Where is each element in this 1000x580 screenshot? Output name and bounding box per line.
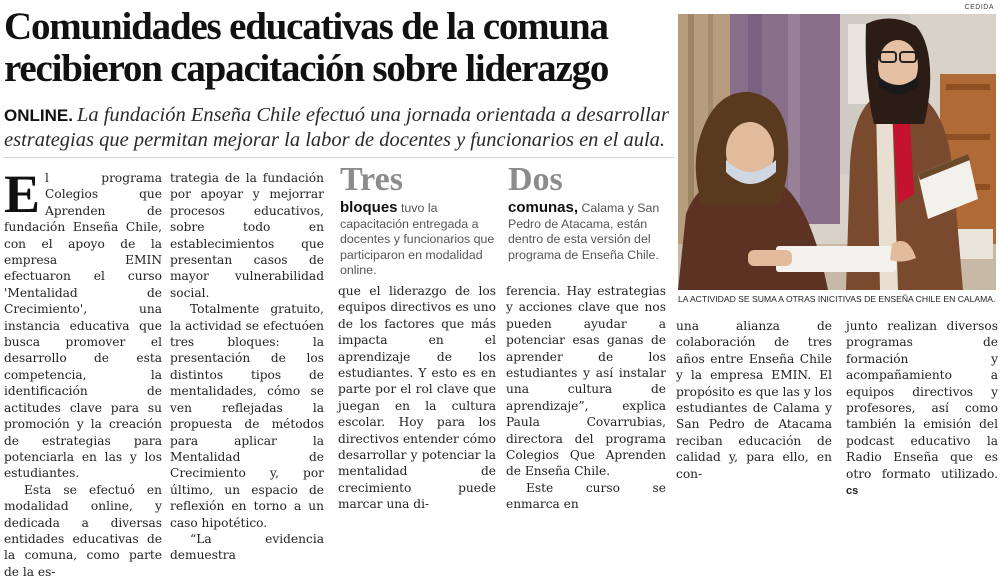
headline-line-1: Comunidades educativas de la comuna	[4, 5, 608, 48]
body-column-2	[170, 170, 324, 564]
body-paragraph: ferencia. Hay estrategias y acciones clave que nos pueden ayudar a potenciar esas ganas de aprender de los estudiantes y así instalar una cultura de aprendizaje”, explica Paula Covarrubias, directora del programa Colegios Que Aprenden de Enseña Chile.	[506, 284, 666, 479]
fact-box-tres	[340, 163, 500, 279]
end-mark: cs	[846, 485, 859, 498]
body-column-6	[846, 318, 998, 499]
paragraph-text: l programa Colegios que Aprenden de fundación Enseña Chile, con el apoyo de la empresa EMIN efectuaron el curso 'Mentalidad de Crecimiento', una instancia educativa que busca promover el desarrollo de esta competencia, la identificación de actitudes clave para su promoción y la creación de estrategias para potenciarla en las y los estudiantes.	[4, 171, 162, 481]
body-column-4	[506, 283, 666, 513]
headline	[4, 6, 674, 90]
fact-lead: bloques	[340, 199, 398, 216]
body-paragraph: Este curso se enmarca en	[506, 480, 666, 512]
body-paragraph	[846, 318, 998, 499]
body-column-5	[676, 318, 832, 482]
body-paragraph: una alianza de colaboración de tres años entre Enseña Chile y la empresa EMIN. El propósito es que las y los estudiantes de Calama y San Pedro de Atacama reciban educación de calidad y, para ello, en con-	[676, 319, 832, 481]
body-paragraph: Totalmente gratuito, la actividad se efectuóen tres bloques: la presentación de los distintos tipos de mentalidades, cómo se ven reflejadas la propuesta de métodos para aplicar la Mentalidad de Crecimiento y, por último, un espacio de reflexión en torno a un caso hipotético.	[170, 302, 324, 530]
body-paragraph: que el liderazgo de los equipos directivos es uno de los factores que más impacta en el aprendizaje de los estudiantes. Y esto es en parte por el rol clave que juegan en la cultura escolar. Hoy para los directivos entender cómo desarrollar y potenciar la mentalidad de crecimiento puede marcar una di-	[338, 284, 496, 512]
fact-number: Dos	[508, 161, 563, 198]
paragraph-text: junto realizan diversos programas de formación y acompañamiento a equipos directivos y profesores, así como también la emisión del podcast educativo la Radio Enseña que es otro formato utilizado.	[846, 319, 998, 481]
article-photo	[678, 14, 996, 290]
divider	[4, 157, 674, 158]
photo-caption: LA ACTIVIDAD SE SUMA A OTRAS INICITIVAS DE ENSEÑA CHILE EN CALAMA.	[678, 294, 996, 304]
body-paragraph: Esta se efectuó en modalidad online, y dedicada a diversas entidades educativas de la comuna, como parte de la es-	[4, 482, 162, 579]
body-paragraph: “La evidencia demuestra	[170, 531, 324, 563]
body-paragraph	[4, 164, 162, 482]
body-column-3	[338, 283, 496, 513]
fact-text: tuvo la capacitación entregada a docentes y funcionarios que participaron en modalidad online.	[340, 201, 495, 277]
headline-line-2: recibieron capacitación sobre liderazgo	[4, 47, 609, 90]
fact-box-dos	[508, 163, 668, 263]
drop-cap: E	[4, 164, 41, 224]
deck-text: La fundación Enseña Chile efectuó una jornada orientada a desarrollar estrategias que permitan mejorar la labor de docentes y funcionarios en el aula.	[4, 104, 669, 151]
deck-kicker: ONLINE.	[4, 106, 73, 125]
photo-credit: CEDIDA	[964, 4, 994, 11]
body-column-1	[4, 164, 162, 580]
fact-text: Calama y San Pedro de Atacama, están dentro de esta versión del programa de Enseña Chile.	[508, 201, 660, 262]
fact-number: Tres	[340, 161, 403, 198]
deck	[4, 103, 674, 152]
fact-lead: comunas,	[508, 199, 579, 216]
body-paragraph: trategia de la fundación por apoyar y mejorrar procesos educativos, sobre todo en establecimientos que presentan casos de mayor vulnerabilidad social.	[170, 171, 324, 300]
